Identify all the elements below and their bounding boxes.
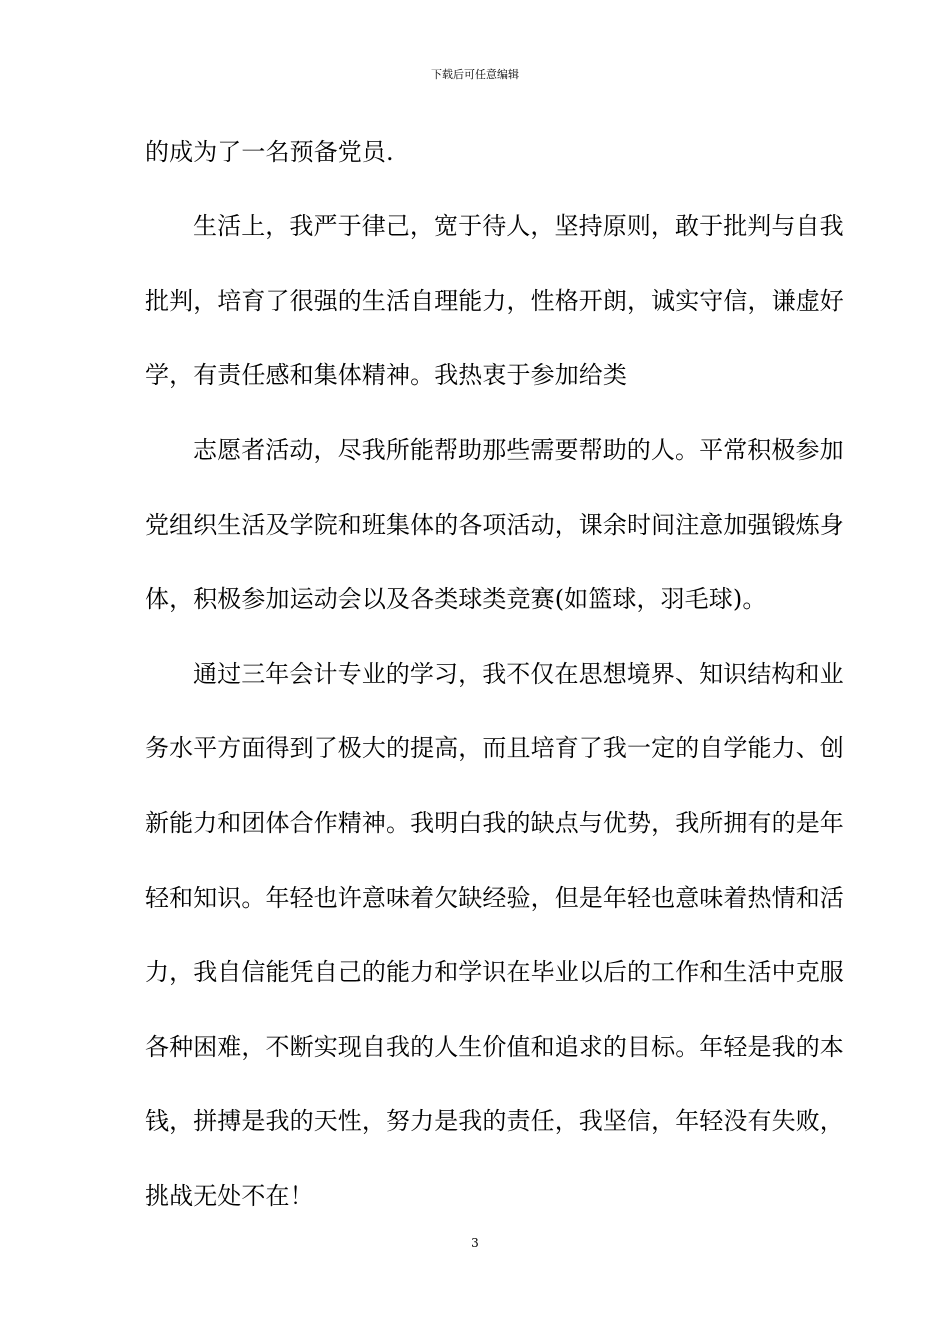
- paragraph-line: 各种困难，不断实现自我的人生价值和追求的目标。年轻是我的本: [145, 1033, 844, 1061]
- paragraph-line: 务水平方面得到了极大的提高，而且培育了我一定的自学能力、创: [145, 734, 844, 762]
- paragraph-line: 志愿者活动，尽我所能帮助那些需要帮助的人。平常积极参加: [193, 436, 844, 464]
- paragraph-line: 的成为了一名预备党员.: [145, 138, 394, 166]
- paragraph-line: 党组织生活及学院和班集体的各项活动，课余时间注意加强锻炼身: [145, 511, 844, 539]
- paragraph-line: 钱，拼搏是我的天性，努力是我的责任，我坚信，年轻没有失败，: [145, 1107, 844, 1135]
- paragraph-line: 批判，培育了很强的生活自理能力，性格开朗，诚实守信，谦虚好: [145, 287, 844, 315]
- paragraph-line: 挑战无处不在！: [145, 1182, 314, 1210]
- paragraph-line: 力，我自信能凭自己的能力和学识在毕业以后的工作和生活中克服: [145, 958, 844, 986]
- paragraph-line: 体，积极参加运动会以及各类球类竞赛(如篮球，羽毛球)。: [145, 585, 767, 613]
- paragraph-line: 新能力和团体合作精神。我明白我的缺点与优势，我所拥有的是年: [145, 809, 844, 837]
- paragraph-line: 生活上，我严于律己，宽于待人，坚持原则，敢于批判与自我: [193, 212, 844, 240]
- page-number: 3: [471, 1236, 479, 1250]
- paragraph-line: 轻和知识。年轻也许意味着欠缺经验，但是年轻也意味着热情和活: [145, 884, 844, 912]
- paragraph-line: 通过三年会计专业的学习，我不仅在思想境界、知识结构和业: [193, 660, 844, 688]
- paragraph-line: 学，有责任感和集体精神。我热衷于参加给类: [145, 361, 627, 389]
- page-header: 下载后可任意编辑: [431, 68, 519, 81]
